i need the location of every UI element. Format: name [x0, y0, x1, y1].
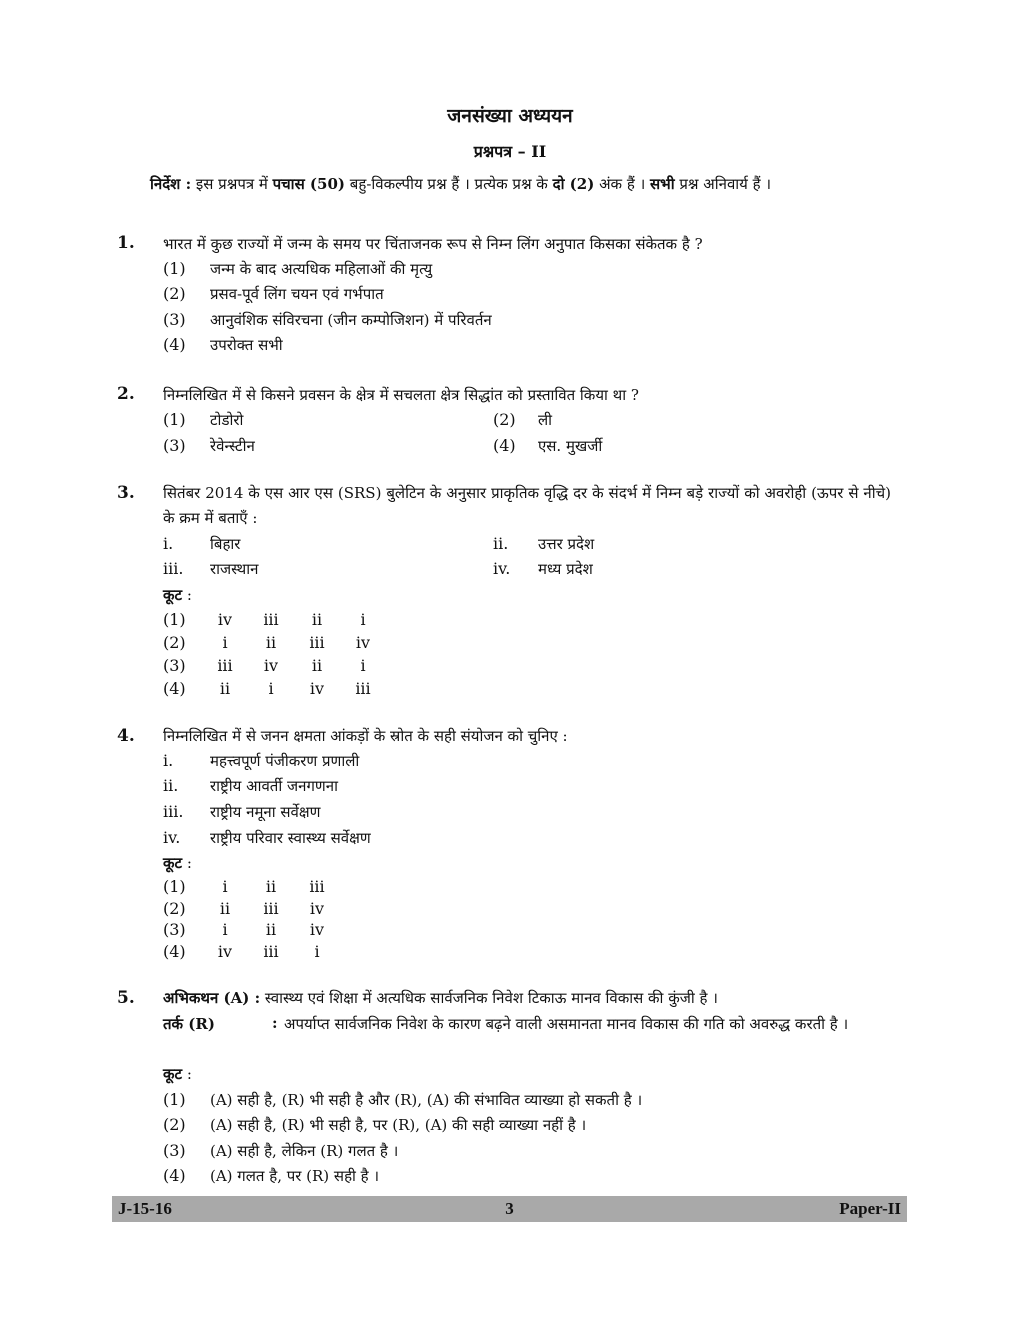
- q4-item-1: महत्त्वपूर्ण पंजीकरण प्रणाली: [210, 752, 360, 770]
- q1-option-4: उपरोक्त सभी: [210, 336, 283, 354]
- q2-option-3: रेवेन्स्टीन: [210, 437, 255, 455]
- instructions-text-1: इस प्रश्नपत्र में: [191, 175, 273, 193]
- q4-code-1-c: iii: [309, 877, 325, 896]
- instructions: [150, 174, 771, 194]
- q4-code-2-num: (2): [163, 899, 186, 918]
- q2-number: 2.: [117, 384, 135, 404]
- instructions-label: निर्देश :: [150, 175, 192, 193]
- q3-code-label: [163, 585, 192, 605]
- q5-reason-label: तर्क (R): [163, 1015, 215, 1033]
- q4-code-4-c: i: [314, 942, 320, 961]
- q2-option-4-num: (4): [493, 436, 516, 455]
- q4-code-3-a: i: [222, 920, 228, 939]
- q4-code-2-a: ii: [219, 899, 231, 918]
- q5-number: 5.: [117, 988, 135, 1008]
- q4-item-2-num: ii.: [163, 776, 179, 795]
- q2-option-1: टोडोरो: [210, 411, 244, 429]
- q3-code-4-b: i: [268, 679, 274, 698]
- instructions-bold-3: सभी: [650, 175, 675, 193]
- page-title: जनसंख्या अध्ययन: [447, 105, 573, 127]
- q5-option-4: (A) गलत है, पर (R) सही है ।: [210, 1167, 380, 1185]
- q4-code-label: [163, 853, 192, 873]
- q3-code-3-b: iv: [263, 656, 279, 675]
- paper-subtitle: प्रश्नपत्र – II: [473, 142, 547, 161]
- footer-paper: Paper-II: [839, 1199, 901, 1218]
- q3-code-2-a: i: [222, 633, 228, 652]
- q4-code-3-b: ii: [265, 920, 277, 939]
- q5-reason-colon: :: [272, 1014, 278, 1032]
- q1-option-1: जन्म के बाद अत्यधिक महिलाओं की मृत्यु: [210, 260, 433, 278]
- q4-code-4-num: (4): [163, 942, 186, 961]
- q2-option-4: एस. मुखर्जी: [538, 437, 603, 455]
- q3-code-3-a: iii: [217, 656, 233, 675]
- q3-code-4-num: (4): [163, 679, 186, 698]
- q2-text: निम्नलिखित में से किसने प्रवसन के क्षेत्र में सचलता क्षेत्र सिद्धांत को प्रस्तावित किया था ?: [163, 386, 639, 404]
- q4-item-4: राष्ट्रीय परिवार स्वास्थ्य सर्वेक्षण: [210, 829, 371, 847]
- q5-option-4-num: (4): [163, 1166, 186, 1185]
- q4-code-2-c: iv: [309, 899, 325, 918]
- q4-number: 4.: [117, 726, 135, 746]
- q3-code-2-b: ii: [265, 633, 277, 652]
- q3-code-colon: :: [182, 586, 192, 604]
- q1-option-3: आनुवंशिक संविरचना (जीन कम्पोजिशन) में परिवर्तन: [210, 311, 492, 329]
- q4-text: निम्नलिखित में से जनन क्षमता आंकड़ों के स्रोत के सही संयोजन को चुनिए :: [163, 727, 568, 745]
- q1-option-4-num: (4): [163, 335, 186, 354]
- q5-option-2-num: (2): [163, 1115, 186, 1134]
- q3-item-2: उत्तर प्रदेश: [538, 535, 595, 553]
- q3-item-4: मध्य प्रदेश: [538, 560, 593, 578]
- q2-option-2-num: (2): [493, 410, 516, 429]
- instructions-bold-2: दो (2): [552, 175, 595, 193]
- q3-item-3: राजस्थान: [210, 560, 259, 578]
- instructions-text-4: प्रश्न अनिवार्य हैं ।: [674, 175, 772, 193]
- q2-option-1-num: (1): [163, 410, 186, 429]
- instructions-text-3: अंक हैं ।: [594, 175, 651, 193]
- q4-item-4-num: iv.: [163, 828, 181, 847]
- q4-code-4-a: iv: [217, 942, 233, 961]
- q5-option-2: (A) सही है, (R) भी सही है, पर (R), (A) की सही व्याख्या नहीं है ।: [210, 1116, 587, 1134]
- q4-item-2: राष्ट्रीय आवर्ती जनगणना: [210, 777, 338, 795]
- q3-item-1-num: i.: [163, 534, 174, 553]
- q3-code-1-num: (1): [163, 610, 186, 629]
- q3-code-1-a: iv: [217, 610, 233, 629]
- q3-code-3-num: (3): [163, 656, 186, 675]
- q1-option-2-num: (2): [163, 284, 186, 303]
- footer-page-number: 3: [505, 1199, 514, 1218]
- q3-code-3-c: ii: [311, 656, 323, 675]
- q3-code-1-c: ii: [311, 610, 323, 629]
- q3-item-3-num: iii.: [163, 559, 184, 578]
- instructions-text-2: बहु-विकल्पीय प्रश्न हैं । प्रत्येक प्रश्न के: [345, 175, 553, 193]
- q1-number: 1.: [117, 233, 135, 253]
- q4-code-1-num: (1): [163, 877, 186, 896]
- footer-code: J-15-16: [118, 1199, 172, 1218]
- q5-assertion: [163, 988, 718, 1008]
- q4-code-colon: :: [182, 854, 192, 872]
- q3-item-1: बिहार: [210, 535, 241, 553]
- q4-code-1-a: i: [222, 877, 228, 896]
- q5-option-1: (A) सही है, (R) भी सही है और (R), (A) की संभावित व्याख्या हो सकती है ।: [210, 1091, 643, 1109]
- q2-option-3-num: (3): [163, 436, 186, 455]
- q5-option-3-num: (3): [163, 1141, 186, 1160]
- q3-text: सितंबर 2014 के एस आर एस (SRS) बुलेटिन के अनुसार प्राकृतिक वृद्धि दर के संदर्भ में निम्न बड़े राज्यों को अवरोही (ऊपर से नीचे) के क्रम में बताएँ :: [163, 484, 891, 527]
- q5-option-1-num: (1): [163, 1090, 186, 1109]
- instructions-bold-1: पचास (50): [272, 175, 346, 193]
- q3-item-4-num: iv.: [493, 559, 511, 578]
- q3-code-label-text: कूट: [163, 586, 183, 604]
- q4-code-3-c: iv: [309, 920, 325, 939]
- q5-assertion-label: अभिकथन (A) :: [163, 989, 261, 1007]
- q1-option-2: प्रसव-पूर्व लिंग चयन एवं गर्भपात: [210, 285, 384, 303]
- q4-item-1-num: i.: [163, 751, 174, 770]
- q3-code-1-b: iii: [263, 610, 279, 629]
- q5-code-label: [163, 1064, 192, 1084]
- q3-code-1-d: i: [360, 610, 366, 629]
- q1-option-1-num: (1): [163, 259, 186, 278]
- q3-code-4-a: ii: [219, 679, 231, 698]
- q3-code-2-c: iii: [309, 633, 325, 652]
- q4-item-3: राष्ट्रीय नमूना सर्वेक्षण: [210, 803, 321, 821]
- q3-code-3-d: i: [360, 656, 366, 675]
- q5-code-label-text: कूट: [163, 1065, 183, 1083]
- q3-code-2-num: (2): [163, 633, 186, 652]
- q4-code-2-b: iii: [263, 899, 279, 918]
- q3-number: 3.: [117, 483, 135, 503]
- q4-code-4-b: iii: [263, 942, 279, 961]
- q2-option-2: ली: [538, 411, 553, 429]
- page-footer: [112, 1196, 907, 1222]
- q1-option-3-num: (3): [163, 310, 186, 329]
- q4-code-1-b: ii: [265, 877, 277, 896]
- q5-reason-text: अपर्याप्त सार्वजनिक निवेश के कारण बढ़ने वाली असमानता मानव विकास की गति को अवरुद्ध करती है ।: [284, 1015, 849, 1033]
- q4-code-3-num: (3): [163, 920, 186, 939]
- q1-text: भारत में कुछ राज्यों में जन्म के समय पर चिंताजनक रूप से निम्न लिंग अनुपात किसका संकेतक है ?: [163, 235, 703, 253]
- q3-code-2-d: iv: [355, 633, 371, 652]
- q3-item-2-num: ii.: [493, 534, 509, 553]
- q4-item-3-num: iii.: [163, 802, 184, 821]
- q3-code-4-c: iv: [309, 679, 325, 698]
- q4-code-label-text: कूट: [163, 854, 183, 872]
- q5-option-3: (A) सही है, लेकिन (R) गलत है ।: [210, 1142, 399, 1160]
- q5-code-colon: :: [182, 1065, 192, 1083]
- q5-assertion-text: स्वास्थ्य एवं शिक्षा में अत्यधिक सार्वजनिक निवेश टिकाऊ मानव विकास की कुंजी है ।: [260, 989, 718, 1007]
- q3-code-4-d: iii: [355, 679, 371, 698]
